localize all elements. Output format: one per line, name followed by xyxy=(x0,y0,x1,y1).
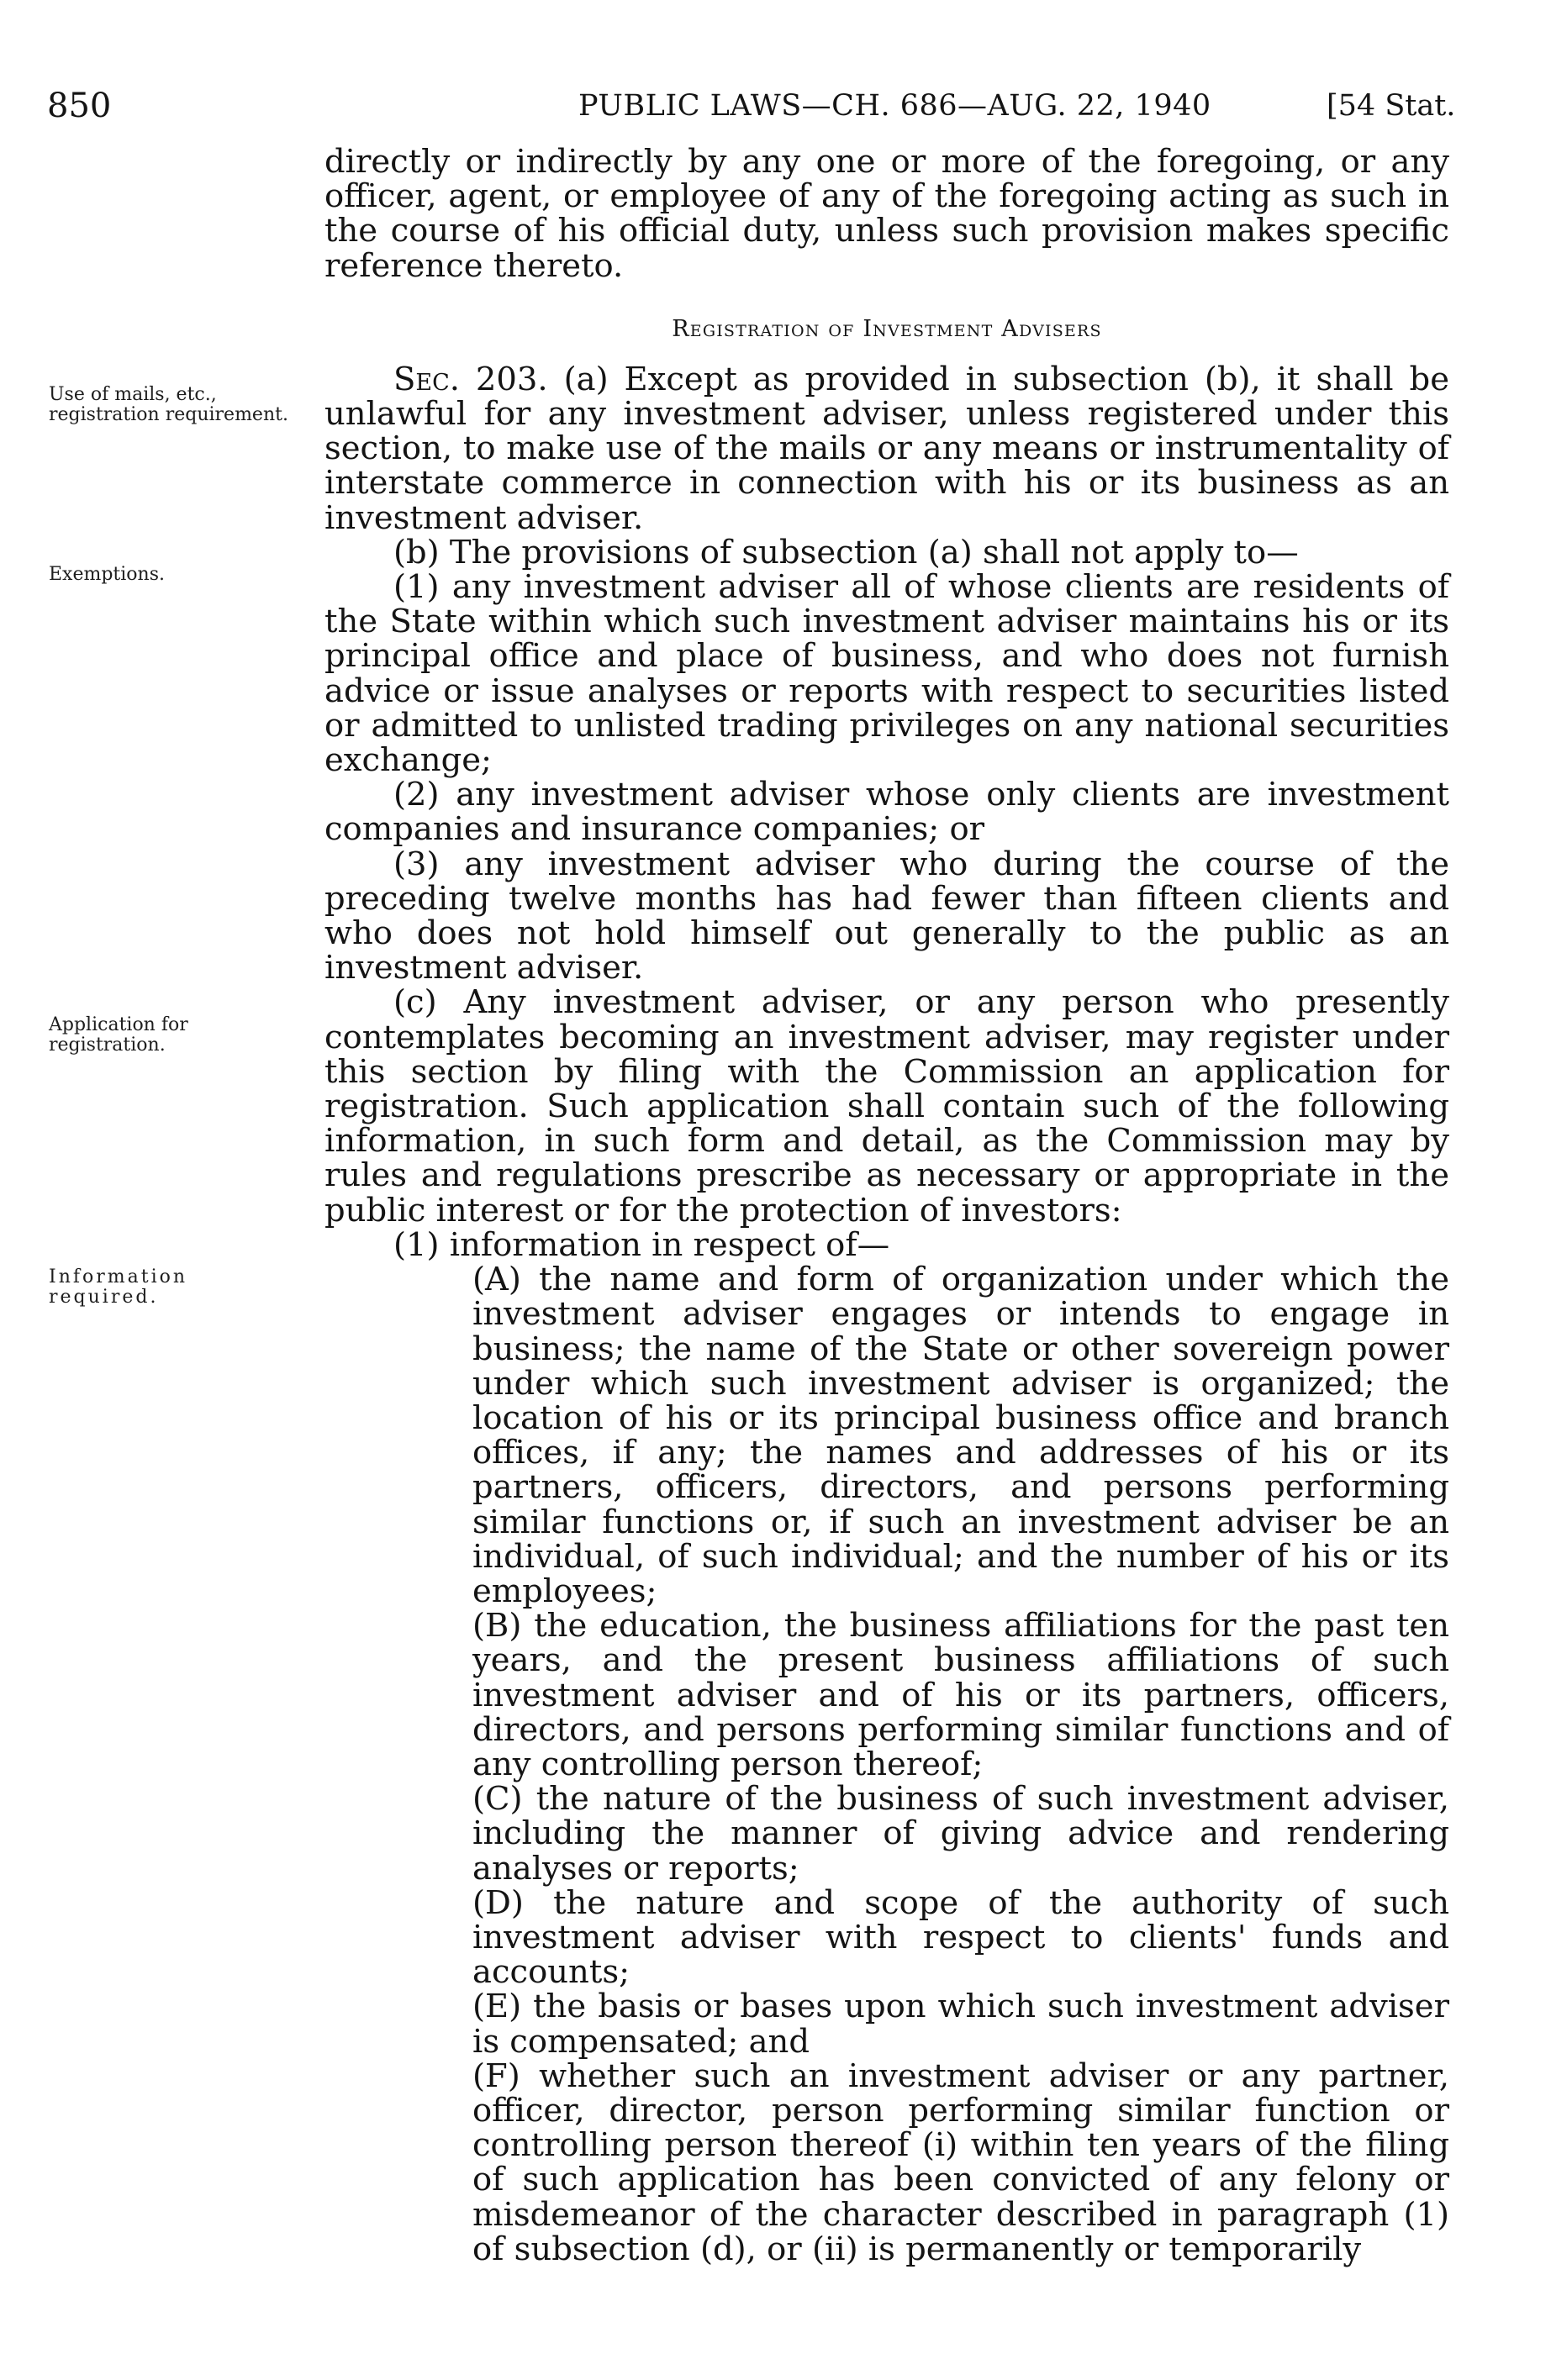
paragraph-c1: (1) information in respect of— xyxy=(393,1225,890,1264)
paragraph-b1: (1) any investment adviser all of whose clients are residents of the State within which such investment adviser maintains his or its principal office and place of business, and who does not furnish advice or issue analyses or reports with respect to securities listed or admitted to unlisted trading privileges on any national securities exchange; xyxy=(324,568,1449,780)
clause-c-d: (D) the nature and scope of the authority of such investment adviser with respect to clients' funds and accounts; xyxy=(472,1883,1449,1992)
subsection-b: (b) The provisions of subsection (a) shall not apply to— xyxy=(393,533,1299,571)
statute-reference: [54 Stat. xyxy=(1327,89,1456,123)
clause-c-c: (C) the nature of the business of such investment adviser, including the manner of giving advice and rendering analyses or reports; xyxy=(472,1780,1449,1888)
sec203-a-text: (a) Except as provided in subsection (b), it shall be unlawful for any investment adviser, unless registered under this section, to make use of the mails or any means or instrumentality of interstate commerce in connection with his or its business as an investment adviser. xyxy=(324,360,1449,537)
margin-note-use-of-mails: Use of mails, etc., registration requirement. xyxy=(49,384,288,425)
sec203-a-paragraph xyxy=(324,362,1449,535)
body-text xyxy=(324,145,1449,2267)
paragraph-b2: (2) any investment adviser whose only clients are investment companies and insurance companies; or xyxy=(324,776,1449,849)
margin-note-exemptions: Exemptions. xyxy=(49,564,166,585)
running-title: PUBLIC LAWS—CH. 686—AUG. 22, 1940 xyxy=(578,89,1211,123)
margin-note-application: Application for registration. xyxy=(49,1014,188,1056)
clause-c-f: (F) whether such an investment adviser or any partner, officer, director, person performing similar function or controlling person thereof (i) within ten years of the filing of such application has been convicted of any felony or misdemeanor of the character described in paragraph (1) of subsection (d), or (ii) is permanently or temporarily xyxy=(472,2056,1449,2268)
page-number: 850 xyxy=(47,87,112,125)
clause-c-a: (A) the name and form of organization under which the investment adviser engages or intends to engage in business; the name of the State or other sovereign power under which such investment adviser is organized; the location of his or its principal business office and branch offices, if any; the names and addresses of his or its partners, officers, directors, and persons performing similar functions or, if such an investment adviser be an individual, of such individual; and the number of his or its employees; xyxy=(472,1261,1449,1610)
section-heading: Registration of Investment Advisers xyxy=(672,315,1102,342)
clause-c-b: (B) the education, the business affiliations for the past ten years, and the present business affiliations of such investment adviser and of his or its partners, officers, directors, and persons performing similar functions and of any controlling person thereof; xyxy=(472,1607,1449,1783)
paragraph-b3: (3) any investment adviser who during the course of the preceding twelve months has had fewer than fifteen clients and who does not hold himself out generally to the public as an investment adviser. xyxy=(324,845,1449,987)
intro-paragraph: directly or indirectly by any one or more of the foregoing, or any officer, agent, or employee of any of the foregoing acting as such in the course of his official duty, unless such provision makes specific reference thereto. xyxy=(324,143,1449,285)
margin-note-information-required: Information required. xyxy=(49,1266,188,1308)
subsection-c: (c) Any investment adviser, or any person who presently contemplates becoming an investment adviser, may register under this section by filing with the Commission an application for registration. Such application shall contain such of the following information, in such form and detail, as the Commission may by rules and regulations prescribe as necessary or appropriate in the public interest or for the protection of investors: xyxy=(324,983,1449,1229)
section-label: Sec. 203. xyxy=(393,360,548,398)
clause-c-e: (E) the basis or bases upon which such investment adviser is compensated; and xyxy=(472,1988,1449,2061)
